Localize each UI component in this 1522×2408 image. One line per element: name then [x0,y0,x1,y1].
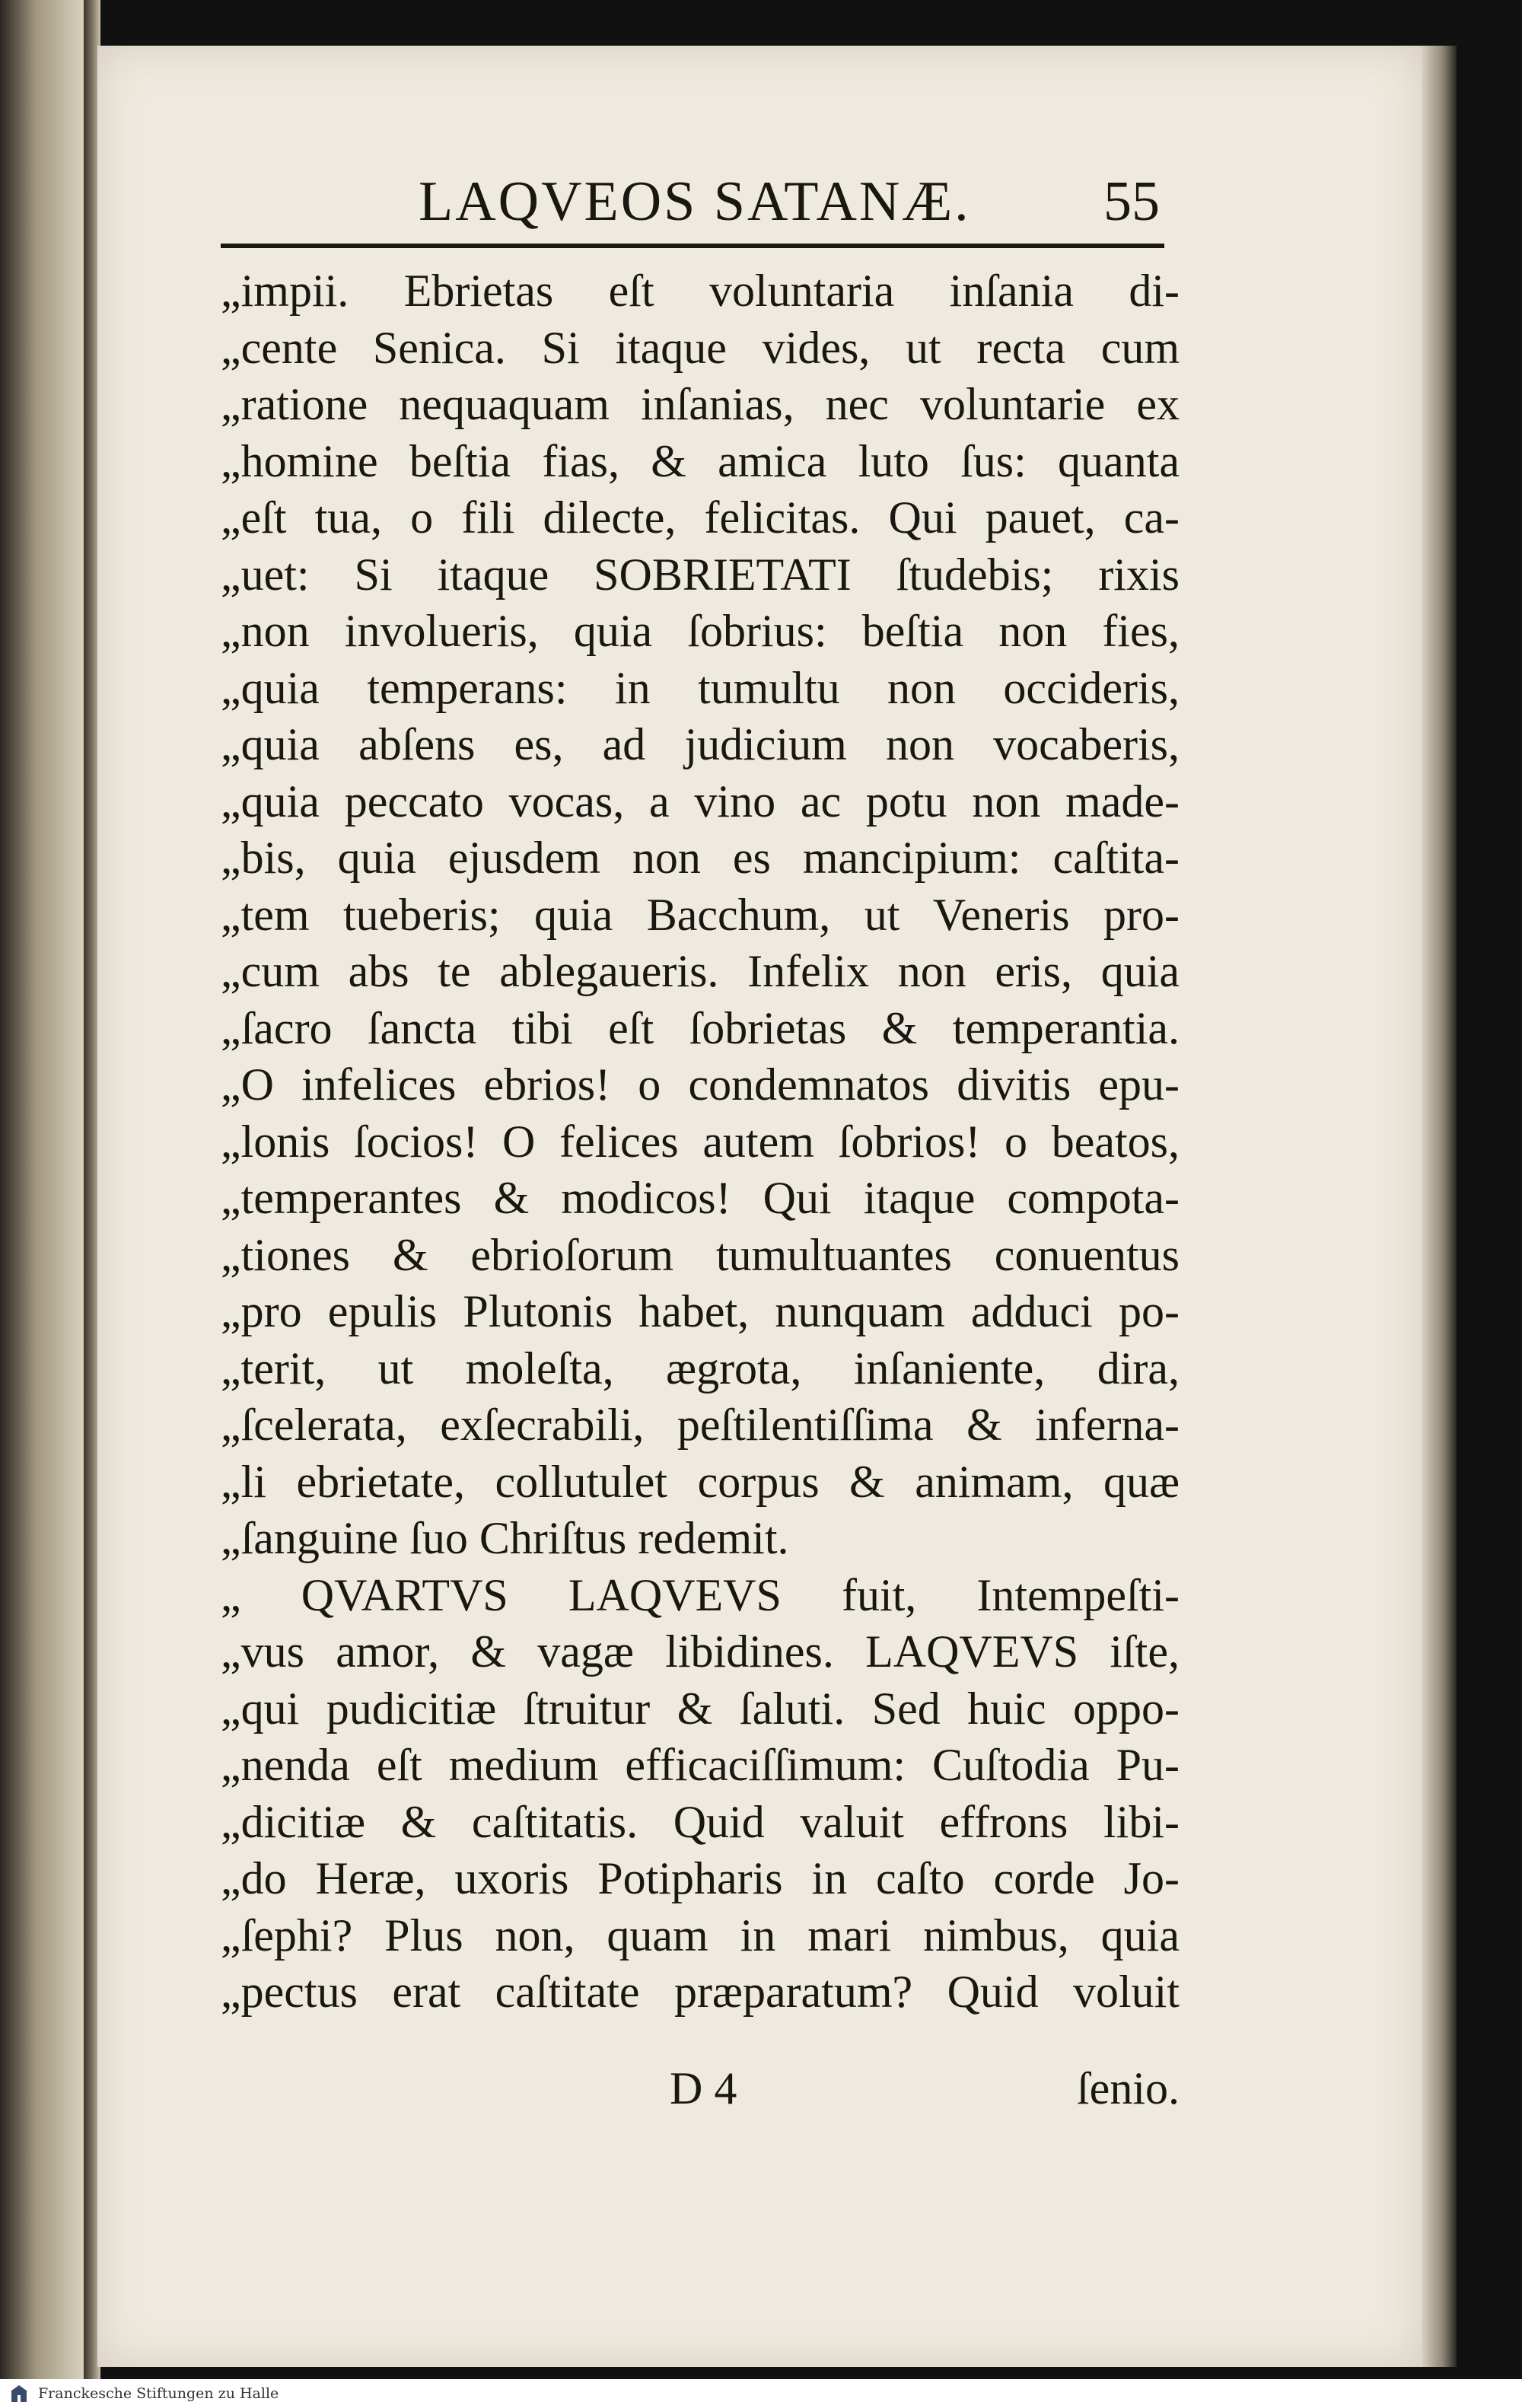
institution-logo-icon [9,2384,29,2403]
facing-page-edge [0,0,91,2408]
text-line: „impii. Ebrietas eſt voluntaria inſania di- [221,266,1180,316]
text-line: „quia abſens es, ad judicium non vocaberis, [221,719,1180,769]
text-line: „dicitiæ & caſtitatis. Quid valuit effrons libi- [221,1796,1180,1847]
text-line: „do Heræ, uxoris Potipharis in caſto corde Jo- [221,1853,1180,1903]
text-line: „ratione nequaquam inſanias, nec voluntarie ex [221,379,1180,429]
text-line: „nenda eſt medium efficaciſſimum: Cuſtodia Pu- [221,1740,1180,1790]
text-line: „ſcelerata, exſecrabili, peſtilentiſſima & inferna- [221,1400,1180,1450]
text-line: „cum abs te ablegaueris. Infelix non eris, quia [221,946,1180,996]
text-line: „vus amor, & vagæ libidines. LAQVEVS iſte, [221,1626,1180,1677]
catchword: ſenio. [1077,2063,1180,2113]
text-line: „pro epulis Plutonis habet, nunquam adduci po- [221,1286,1180,1336]
text-line: „ QVARTVS LAQVEVS fuit, Intempeſti- [221,1569,1180,1620]
text-line: „ſacro ſancta tibi eſt ſobrietas & temperantia. [221,1002,1180,1053]
text-line: „pectus erat caſtitate præparatum? Quid voluit [221,1967,1180,2017]
catch-line [221,2062,1180,2123]
body-text [221,263,1180,2021]
text-line: „li ebrietate, collutulet corpus & animam, quæ [221,1456,1180,1507]
archive-footer [0,2379,1522,2408]
text-line: „tiones & ebrioſorum tumultuantes conuentus [221,1229,1180,1280]
page-header [122,128,1187,233]
text-line: „qui pudicitiæ ſtruitur & ſaluti. Sed huic oppo- [221,1683,1180,1734]
text-line: „cente Senica. Si itaque vides, ut recta cum [221,322,1180,373]
text-line: „uet: Si itaque SOBRIETATI ſtudebis; rixis [221,549,1180,600]
text-line: „ſanguine ſuo Chriſtus redemit. [221,1513,789,1563]
text-line: „ſephi? Plus non, quam in mari nimbus, quia [221,1910,1180,1960]
text-line: „non involueris, quia ſobrius: beſtia non fies, [221,606,1180,656]
text-line: „eſt tua, o fili dilecte, felicitas. Qui pauet, ca- [221,492,1180,543]
text-line: „O infelices ebrios! o condemnatos divitis epu- [221,1059,1180,1110]
page-number: 55 [1103,170,1160,233]
page-fore-edge [1422,46,1457,2367]
text-line: „bis, quia ejusdem non es mancipium: caſtita- [221,833,1180,883]
header-rule [221,244,1164,248]
text-line: „tem tueberis; quia Bacchum, ut Veneris pro- [221,889,1180,940]
signature-mark: D 4 [670,2063,737,2113]
running-title: LAQVEOS SATANÆ. [419,170,971,233]
text-line: „lonis ſocios! O felices autem ſobrios! o beatos, [221,1116,1180,1167]
text-line: „homine beſtia fias, & amica luto ſus: quanta [221,435,1180,486]
text-line: „quia temperans: in tumultu non occideris, [221,662,1180,713]
text-line: „terit, ut moleſta, ægrota, inſaniente, dira, [221,1343,1180,1394]
text-line: „quia peccato vocas, a vino ac potu non made- [221,776,1180,827]
archive-credit: Franckesche Stiftungen zu Halle [38,2385,279,2402]
text-line: „temperantes & modicos! Qui itaque compota- [221,1173,1180,1223]
